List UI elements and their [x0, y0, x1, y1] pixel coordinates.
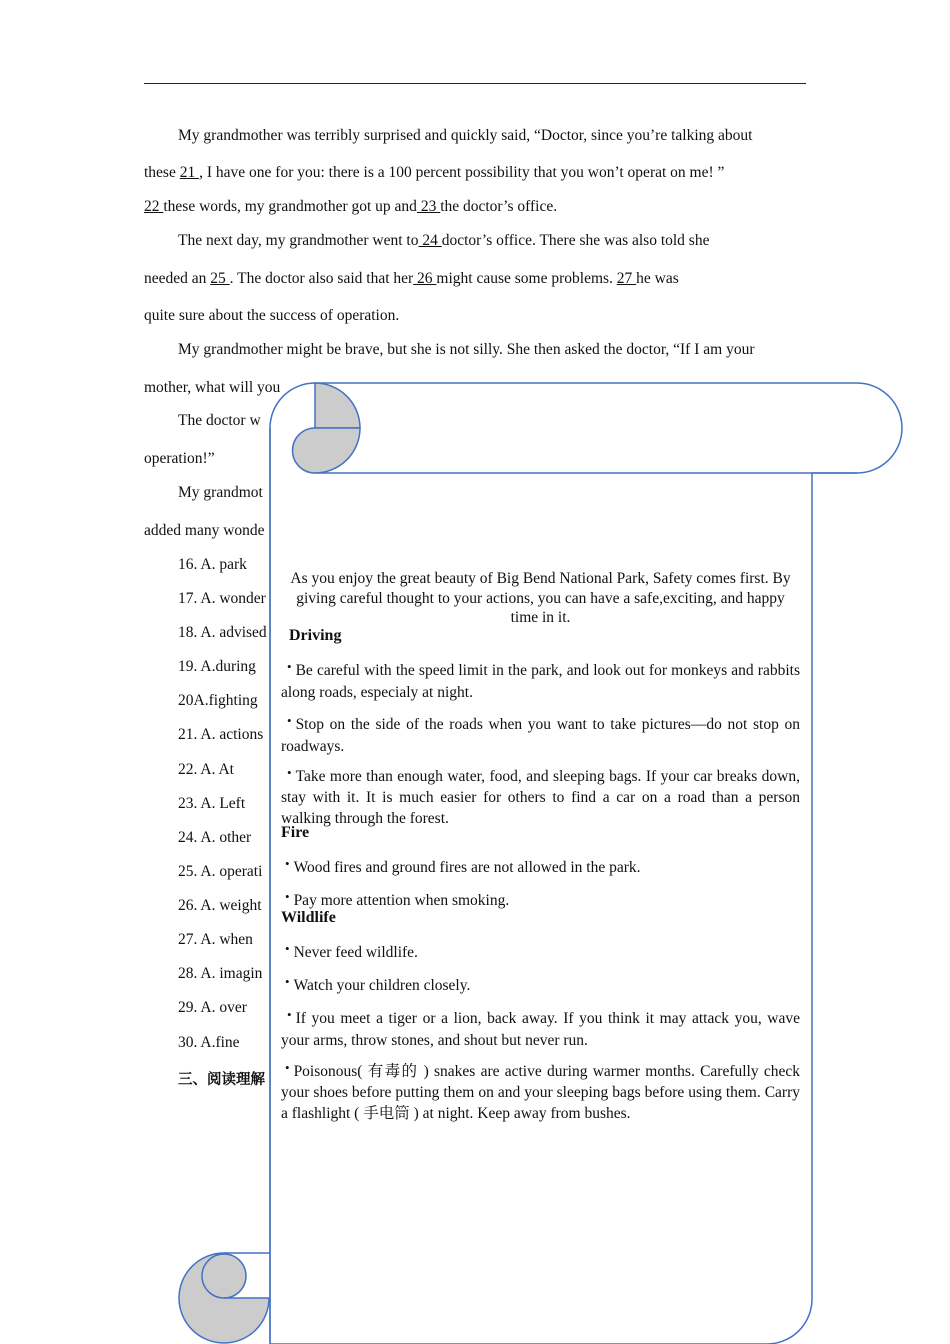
- blank-25: 25: [210, 270, 230, 287]
- passage-line: these 21 , I have one for you: there is a 100 percent possibility that you won’t operat on me! ”: [144, 164, 725, 181]
- fire-item: • Pay more attention when smoking.: [285, 889, 510, 909]
- passage-line: quite sure about the success of operation.: [144, 307, 400, 324]
- option-21: 21. A. actions: [178, 726, 264, 743]
- passage-line: 22 these words, my grandmother got up and 23 the doctor’s office.: [144, 198, 558, 215]
- passage-line: My grandmot: [178, 484, 263, 501]
- driving-item: • Stop on the side of the roads when you want to take pictures—do not stop on roadways.: [281, 713, 800, 755]
- option-18: 18. A. advised: [178, 624, 267, 641]
- blank-23: 23: [416, 198, 441, 215]
- passage-line: The doctor w: [178, 412, 261, 429]
- option-20: 20A.fighting: [178, 692, 258, 709]
- blank-24: 24: [418, 232, 442, 249]
- option-30: 30. A.fine: [178, 1034, 240, 1051]
- passage-line: added many wonde: [144, 522, 265, 539]
- wildlife-item: • Poisonous( 有毒的 ) snakes are active during warmer months. Carefully check your shoes before putting them on and your sleeping bags before using them. Carry a flashlight ( 手电筒 ) at night. Keep away from bushes.: [281, 1060, 800, 1122]
- option-16: 16. A. park: [178, 556, 247, 573]
- passage-line: My grandmother was terribly surprised and quickly said, “Doctor, since you’re talking about: [178, 127, 753, 144]
- passage-line: needed an 25 . The doctor also said that her 26 might cause some problems. 27 he was: [144, 270, 679, 287]
- driving-heading: Driving: [289, 627, 342, 644]
- option-24: 24. A. other: [178, 829, 252, 846]
- fire-item: • Wood fires and ground fires are not allowed in the park.: [285, 856, 641, 876]
- option-19: 19. A.during: [178, 658, 256, 675]
- passage-line: The next day, my grandmother went to 24 doctor’s office. There she was also told she: [178, 232, 710, 249]
- driving-item: • Take more than enough water, food, and sleeping bags. If your car breaks down, stay with it. It is much easier for others to find a car on a road than a person walking through the forest.: [281, 765, 800, 827]
- wildlife-item: • Watch your children closely.: [285, 974, 471, 994]
- notice-intro: As you enjoy the great beauty of Big Bend National Park, Safety comes first. By giving careful thought to your actions, you can have a safe,exciting, and happy time in it.: [290, 570, 791, 626]
- wildlife-item: • If you meet a tiger or a lion, back away. If you think it may attack you, wave your arms, throw stones, and shout but never run.: [281, 1007, 800, 1049]
- option-25: 25. A. operati: [178, 863, 263, 880]
- section-heading: 三、阅读理解: [178, 1072, 265, 1088]
- option-23: 23. A. Left: [178, 795, 246, 812]
- wildlife-item: • Never feed wildlife.: [285, 941, 418, 961]
- passage-line: mother, what will you: [144, 379, 281, 396]
- wildlife-heading: Wildlife: [281, 909, 336, 926]
- blank-21: 21: [179, 164, 200, 181]
- option-22: 22. A. At: [178, 761, 234, 778]
- blank-26: 26: [413, 270, 437, 287]
- fire-heading: Fire: [281, 824, 310, 841]
- option-27: 27. A. when: [178, 931, 253, 948]
- option-28: 28. A. imagin: [178, 965, 263, 982]
- blank-22: 22: [144, 198, 164, 215]
- option-26: 26. A. weight: [178, 897, 262, 914]
- passage-line: operation!”: [144, 450, 215, 467]
- option-29: 29. A. over: [178, 999, 247, 1016]
- passage-line: My grandmother might be brave, but she is not silly. She then asked the doctor, “If I am your: [178, 341, 755, 358]
- option-17: 17. A. wonder: [178, 590, 266, 607]
- driving-item: • Be careful with the speed limit in the park, and look out for monkeys and rabbits along roads, especialy at night.: [281, 659, 800, 701]
- blank-27: 27: [616, 270, 637, 287]
